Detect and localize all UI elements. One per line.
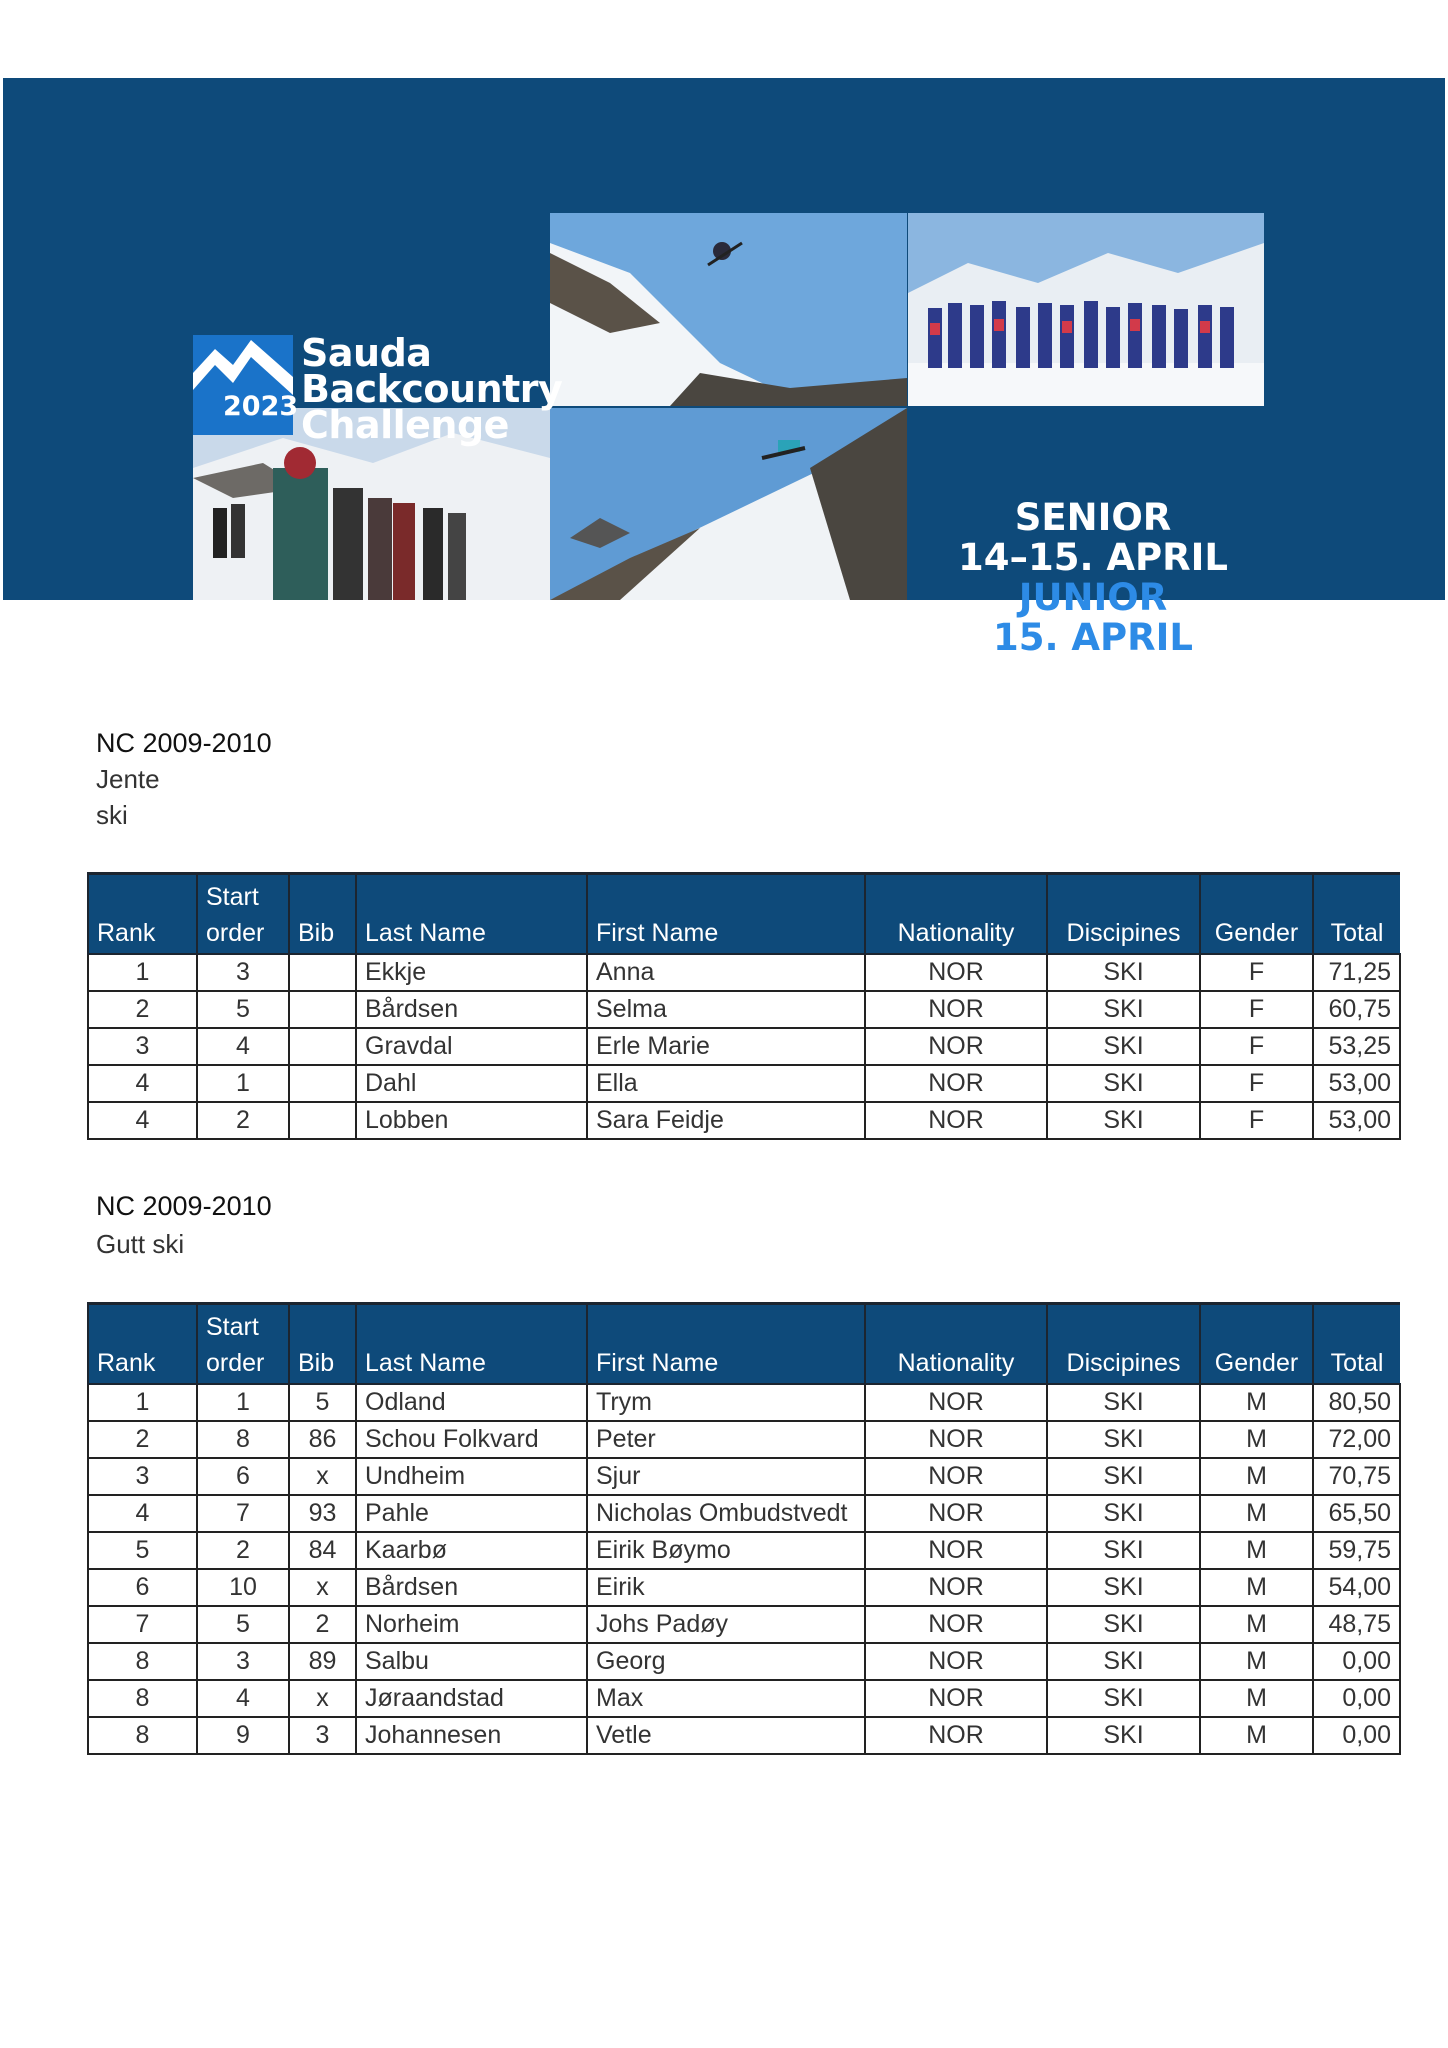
rank-cell: 3: [88, 1458, 197, 1495]
logo-year: 2023: [223, 391, 299, 422]
rank-cell: 4: [88, 1495, 197, 1532]
gender-cell: F: [1200, 1102, 1313, 1139]
rank-cell: 7: [88, 1606, 197, 1643]
last-name-cell: Kaarbø: [356, 1532, 587, 1569]
bib-cell: x: [289, 1569, 356, 1606]
rank-cell: 1: [88, 954, 197, 991]
col-bib-header: Bib: [289, 874, 356, 955]
rank-cell: 2: [88, 991, 197, 1028]
table-row: [88, 1606, 1400, 1643]
last-name-cell: Lobben: [356, 1102, 587, 1139]
rank-cell: 3: [88, 1028, 197, 1065]
table-row: [88, 1102, 1400, 1139]
nationality-cell: NOR: [865, 1421, 1047, 1458]
total-cell: 0,00: [1313, 1717, 1400, 1754]
bib-cell: 93: [289, 1495, 356, 1532]
nationality-cell: NOR: [865, 1643, 1047, 1680]
table-row: [88, 1680, 1400, 1717]
photo-snowboarder: [550, 408, 907, 600]
discipline-cell: SKI: [1047, 991, 1200, 1028]
col-nationality-header: Nationality: [865, 1304, 1047, 1385]
nationality-cell: NOR: [865, 1495, 1047, 1532]
start-order-cell: 8: [197, 1421, 289, 1458]
event-dates: [933, 498, 1253, 658]
first-name-cell: Trym: [587, 1384, 865, 1421]
discipline-cell: SKI: [1047, 1065, 1200, 1102]
bib-cell: 89: [289, 1643, 356, 1680]
col-gender-header: Gender: [1200, 1304, 1313, 1385]
first-name-cell: Eirik: [587, 1569, 865, 1606]
logo-word-3: Challenge: [301, 403, 509, 447]
rank-cell: 6: [88, 1569, 197, 1606]
col-nationality-header: Nationality: [865, 874, 1047, 955]
nationality-cell: NOR: [865, 954, 1047, 991]
nationality-cell: NOR: [865, 1458, 1047, 1495]
last-name-cell: Ekkje: [356, 954, 587, 991]
start-order-cell: 9: [197, 1717, 289, 1754]
gender-cell: M: [1200, 1532, 1313, 1569]
discipline-cell: SKI: [1047, 954, 1200, 991]
discipline-cell: SKI: [1047, 1643, 1200, 1680]
table-row: [88, 954, 1400, 991]
discipline-cell: SKI: [1047, 1717, 1200, 1754]
first-name-cell: Vetle: [587, 1717, 865, 1754]
nationality-cell: NOR: [865, 1717, 1047, 1754]
discipline-cell: SKI: [1047, 1421, 1200, 1458]
col-last-name-header: Last Name: [356, 874, 587, 955]
col-start-order-header: Start order: [197, 874, 289, 955]
rank-cell: 8: [88, 1717, 197, 1754]
total-cell: 0,00: [1313, 1680, 1400, 1717]
table-row: [88, 1569, 1400, 1606]
gender-cell: M: [1200, 1606, 1313, 1643]
bib-cell: [289, 1102, 356, 1139]
col-gender-header: Gender: [1200, 874, 1313, 955]
gender-cell: F: [1200, 1065, 1313, 1102]
discipline-cell: SKI: [1047, 1028, 1200, 1065]
col-disciplines-header: Discipines: [1047, 1304, 1200, 1385]
first-name-cell: Johs Padøy: [587, 1606, 865, 1643]
start-order-cell: 3: [197, 954, 289, 991]
section-1-title: NC 2009-2010: [96, 728, 272, 758]
total-cell: 80,50: [1313, 1384, 1400, 1421]
start-order-cell: 2: [197, 1532, 289, 1569]
last-name-cell: Dahl: [356, 1065, 587, 1102]
gender-cell: M: [1200, 1569, 1313, 1606]
results-body: [88, 1384, 1400, 1754]
total-cell: 53,00: [1313, 1102, 1400, 1139]
start-order-cell: 1: [197, 1065, 289, 1102]
table-header-row: [88, 1304, 1400, 1385]
rank-cell: 5: [88, 1532, 197, 1569]
total-cell: 53,25: [1313, 1028, 1400, 1065]
first-name-cell: Sjur: [587, 1458, 865, 1495]
col-rank-header: Rank: [88, 1304, 197, 1385]
start-order-cell: 2: [197, 1102, 289, 1139]
gender-cell: M: [1200, 1384, 1313, 1421]
table-row: [88, 1717, 1400, 1754]
discipline-cell: SKI: [1047, 1532, 1200, 1569]
section-1-subtitle-line-1: Jente: [96, 764, 160, 794]
photo-ski-jump: [550, 213, 907, 406]
rank-cell: 4: [88, 1102, 197, 1139]
discipline-cell: SKI: [1047, 1458, 1200, 1495]
results-table-gutt: [87, 1302, 1401, 1755]
table-row: [88, 1495, 1400, 1532]
bib-cell: 84: [289, 1532, 356, 1569]
section-2-title: NC 2009-2010: [96, 1191, 272, 1221]
results-table-jente: [87, 872, 1401, 1140]
senior-label: SENIOR: [1014, 496, 1172, 539]
rank-cell: 2: [88, 1421, 197, 1458]
start-order-cell: 5: [197, 1606, 289, 1643]
total-cell: 48,75: [1313, 1606, 1400, 1643]
nationality-cell: NOR: [865, 1065, 1047, 1102]
last-name-cell: Bårdsen: [356, 991, 587, 1028]
table-row: [88, 1458, 1400, 1495]
event-logo: [193, 253, 563, 453]
table-row: [88, 1028, 1400, 1065]
discipline-cell: SKI: [1047, 1569, 1200, 1606]
start-order-cell: 7: [197, 1495, 289, 1532]
total-cell: 72,00: [1313, 1421, 1400, 1458]
nationality-cell: NOR: [865, 1606, 1047, 1643]
total-cell: 59,75: [1313, 1532, 1400, 1569]
last-name-cell: Jøraandstad: [356, 1680, 587, 1717]
last-name-cell: Pahle: [356, 1495, 587, 1532]
total-cell: 54,00: [1313, 1569, 1400, 1606]
table-row: [88, 1532, 1400, 1569]
gender-cell: M: [1200, 1680, 1313, 1717]
table-row: [88, 1384, 1400, 1421]
gender-cell: F: [1200, 1028, 1313, 1065]
first-name-cell: Nicholas Ombudstvedt: [587, 1495, 865, 1532]
bib-cell: [289, 991, 356, 1028]
first-name-cell: Erle Marie: [587, 1028, 865, 1065]
start-order-cell: 6: [197, 1458, 289, 1495]
rank-cell: 8: [88, 1680, 197, 1717]
start-order-cell: 5: [197, 991, 289, 1028]
last-name-cell: Bårdsen: [356, 1569, 587, 1606]
table-row: [88, 991, 1400, 1028]
bib-cell: x: [289, 1680, 356, 1717]
col-bib-header: Bib: [289, 1304, 356, 1385]
bib-cell: [289, 1065, 356, 1102]
first-name-cell: Max: [587, 1680, 865, 1717]
total-cell: 53,00: [1313, 1065, 1400, 1102]
logo-word-1: Sauda: [301, 331, 432, 375]
junior-dates: 15. APRIL: [992, 616, 1193, 659]
rank-cell: 1: [88, 1384, 197, 1421]
last-name-cell: Odland: [356, 1384, 587, 1421]
table-row: [88, 1643, 1400, 1680]
bib-cell: 3: [289, 1717, 356, 1754]
total-cell: 70,75: [1313, 1458, 1400, 1495]
gender-cell: M: [1200, 1458, 1313, 1495]
last-name-cell: Norheim: [356, 1606, 587, 1643]
col-first-name-header: First Name: [587, 1304, 865, 1385]
col-first-name-header: First Name: [587, 874, 865, 955]
bib-cell: 86: [289, 1421, 356, 1458]
gender-cell: M: [1200, 1643, 1313, 1680]
last-name-cell: Johannesen: [356, 1717, 587, 1754]
start-order-cell: 10: [197, 1569, 289, 1606]
first-name-cell: Selma: [587, 991, 865, 1028]
col-last-name-header: Last Name: [356, 1304, 587, 1385]
rank-cell: 8: [88, 1643, 197, 1680]
gender-cell: M: [1200, 1421, 1313, 1458]
nationality-cell: NOR: [865, 1680, 1047, 1717]
discipline-cell: SKI: [1047, 1680, 1200, 1717]
total-cell: 60,75: [1313, 991, 1400, 1028]
event-banner: [3, 78, 1445, 659]
start-order-cell: 4: [197, 1028, 289, 1065]
logo-word-2: Backcountry: [301, 367, 563, 411]
col-disciplines-header: Discipines: [1047, 874, 1200, 955]
col-rank-header: Rank: [88, 874, 197, 955]
nationality-cell: NOR: [865, 1028, 1047, 1065]
first-name-cell: Georg: [587, 1643, 865, 1680]
nationality-cell: NOR: [865, 1102, 1047, 1139]
gender-cell: M: [1200, 1717, 1313, 1754]
start-order-cell: 4: [197, 1680, 289, 1717]
discipline-cell: SKI: [1047, 1606, 1200, 1643]
total-cell: 71,25: [1313, 954, 1400, 991]
gender-cell: F: [1200, 991, 1313, 1028]
bib-cell: [289, 954, 356, 991]
nationality-cell: NOR: [865, 1569, 1047, 1606]
col-total-header: Total: [1313, 1304, 1400, 1385]
nationality-cell: NOR: [865, 1384, 1047, 1421]
bib-cell: x: [289, 1458, 356, 1495]
results-body: [88, 954, 1400, 1139]
first-name-cell: Sara Feidje: [587, 1102, 865, 1139]
section-2-subtitle-line-1: Gutt ski: [96, 1229, 185, 1259]
discipline-cell: SKI: [1047, 1102, 1200, 1139]
total-cell: 65,50: [1313, 1495, 1400, 1532]
total-cell: 0,00: [1313, 1643, 1400, 1680]
table-row: [88, 1421, 1400, 1458]
senior-dates: 14–15. APRIL: [957, 536, 1228, 579]
col-start-order-header: Start order: [197, 1304, 289, 1385]
table-header-row: [88, 874, 1400, 955]
bib-cell: 2: [289, 1606, 356, 1643]
discipline-cell: SKI: [1047, 1384, 1200, 1421]
photo-group: [908, 213, 1264, 406]
last-name-cell: Schou Folkvard: [356, 1421, 587, 1458]
table-row: [88, 1065, 1400, 1102]
last-name-cell: Salbu: [356, 1643, 587, 1680]
gender-cell: F: [1200, 954, 1313, 991]
junior-label: JUNIOR: [1018, 576, 1168, 619]
col-total-header: Total: [1313, 874, 1400, 955]
gender-cell: M: [1200, 1495, 1313, 1532]
last-name-cell: Gravdal: [356, 1028, 587, 1065]
nationality-cell: NOR: [865, 1532, 1047, 1569]
start-order-cell: 1: [197, 1384, 289, 1421]
first-name-cell: Ella: [587, 1065, 865, 1102]
bib-cell: [289, 1028, 356, 1065]
nationality-cell: NOR: [865, 991, 1047, 1028]
discipline-cell: SKI: [1047, 1495, 1200, 1532]
last-name-cell: Undheim: [356, 1458, 587, 1495]
rank-cell: 4: [88, 1065, 197, 1102]
first-name-cell: Eirik Bøymo: [587, 1532, 865, 1569]
first-name-cell: Anna: [587, 954, 865, 991]
first-name-cell: Peter: [587, 1421, 865, 1458]
bib-cell: 5: [289, 1384, 356, 1421]
section-1-subtitle-line-2: ski: [96, 800, 128, 830]
start-order-cell: 3: [197, 1643, 289, 1680]
